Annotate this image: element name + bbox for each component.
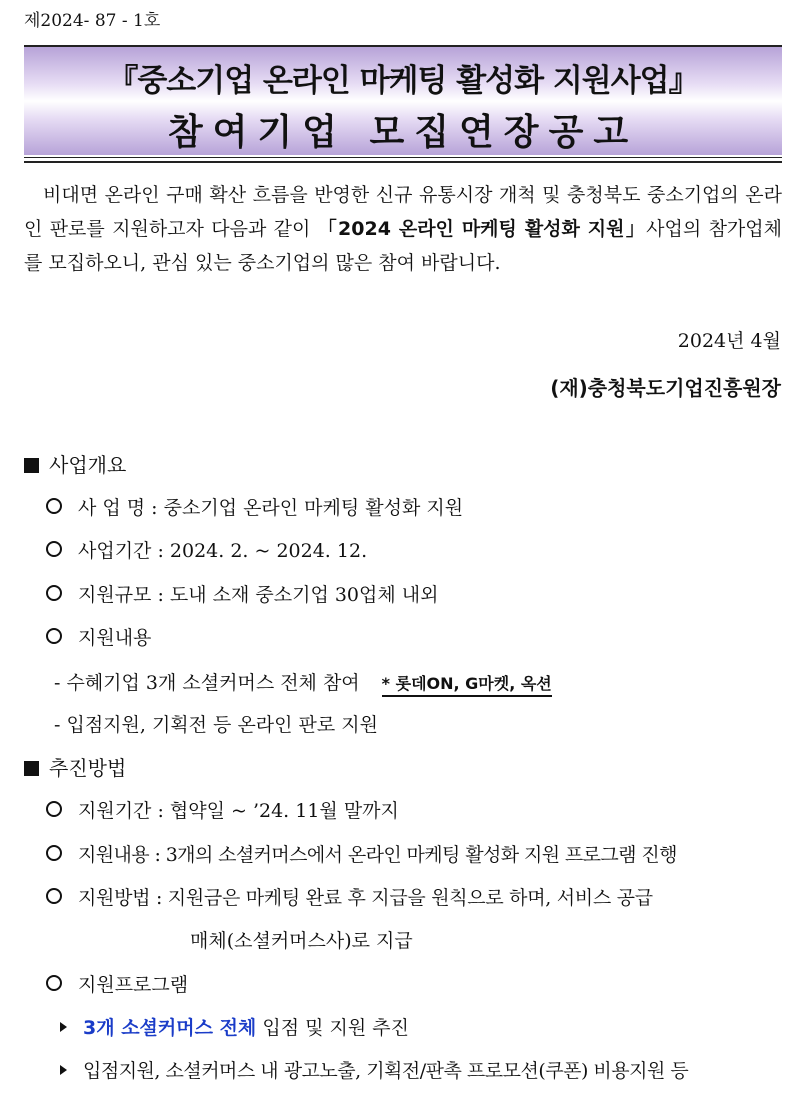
date: 2024년 4월 (677, 330, 781, 352)
intro-text-end: 사업의 참가업체를 모집하오니, 관심 있는 중소기업의 많은 참여 바랍니다. (24, 218, 782, 274)
list-item: 사업기간 : 2024. 2. ~ 2024. 12. (46, 539, 367, 563)
section-heading-method: 추진방법 (24, 756, 126, 780)
list-item: 지원기간 : 협약일 ~ ’24. 11월 말까지 (46, 799, 399, 823)
list-item: 지원규모 : 도내 소재 중소기업 30업체 내외 (46, 583, 438, 607)
title-line-2: 참여기업 모집연장공고 (167, 112, 639, 153)
intro-highlight: 「2024 온라인 마케팅 활성화 지원」 (317, 218, 647, 240)
sub-item: - 수혜기업 3개 소셜커머스 전체 참여 * 롯데ON, G마켓, 옥션 (54, 671, 552, 696)
issuer: (재)충청북도기업진흥원장 (550, 376, 781, 400)
circle-bullet-icon (46, 845, 62, 861)
section-heading-overview: 사업개요 (24, 453, 126, 477)
program-item: 3개 소셜커머스 전체 입점 및 지원 추진 (60, 1016, 409, 1040)
circle-bullet-icon (46, 628, 62, 644)
list-item: 사 업 명 : 중소기업 온라인 마케팅 활성화 지원 (46, 496, 463, 520)
document-number: 제2024- 87 - 1호 (24, 11, 161, 31)
title-line-1: 『중소기업 온라인 마케팅 활성화 지원사업』 (107, 63, 699, 99)
triangle-bullet-icon (60, 1022, 67, 1032)
list-item: 지원프로그램 (46, 973, 188, 997)
program-item: 입점지원, 소셜커머스 내 광고노출, 기획전/판촉 프로모션(쿠폰) 비용지원 등 (60, 1059, 688, 1083)
intro-paragraph (24, 178, 782, 280)
list-item-continued: 매체(소셜커머스사)로 지급 (190, 930, 413, 952)
circle-bullet-icon (46, 498, 62, 514)
triangle-bullet-icon (60, 1065, 67, 1075)
circle-bullet-icon (46, 541, 62, 557)
circle-bullet-icon (46, 975, 62, 991)
circle-bullet-icon (46, 585, 62, 601)
circle-bullet-icon (46, 801, 62, 817)
sub-item: - 입점지원, 기획전 등 온라인 판로 지원 (54, 714, 379, 736)
title-box (24, 45, 782, 155)
list-item: 지원내용 (46, 626, 151, 650)
intro-text: 비대면 온라인 구매 확산 흐름을 반영한 신규 유통시장 개척 및 충청북도 중소기업의 온라인 판로를 지원하고자 다음과 같이 (24, 184, 782, 240)
square-bullet-icon (24, 761, 39, 776)
list-item: 지원방법 : 지원금은 마케팅 완료 후 지급을 원칙으로 하며, 서비스 공급 (46, 886, 653, 910)
circle-bullet-icon (46, 888, 62, 904)
list-item: 지원내용 : 3개의 소셜커머스에서 온라인 마케팅 활성화 지원 프로그램 진행 (46, 843, 677, 867)
square-bullet-icon (24, 458, 39, 473)
platform-note: * 롯데ON, G마켓, 옥션 (382, 674, 552, 697)
